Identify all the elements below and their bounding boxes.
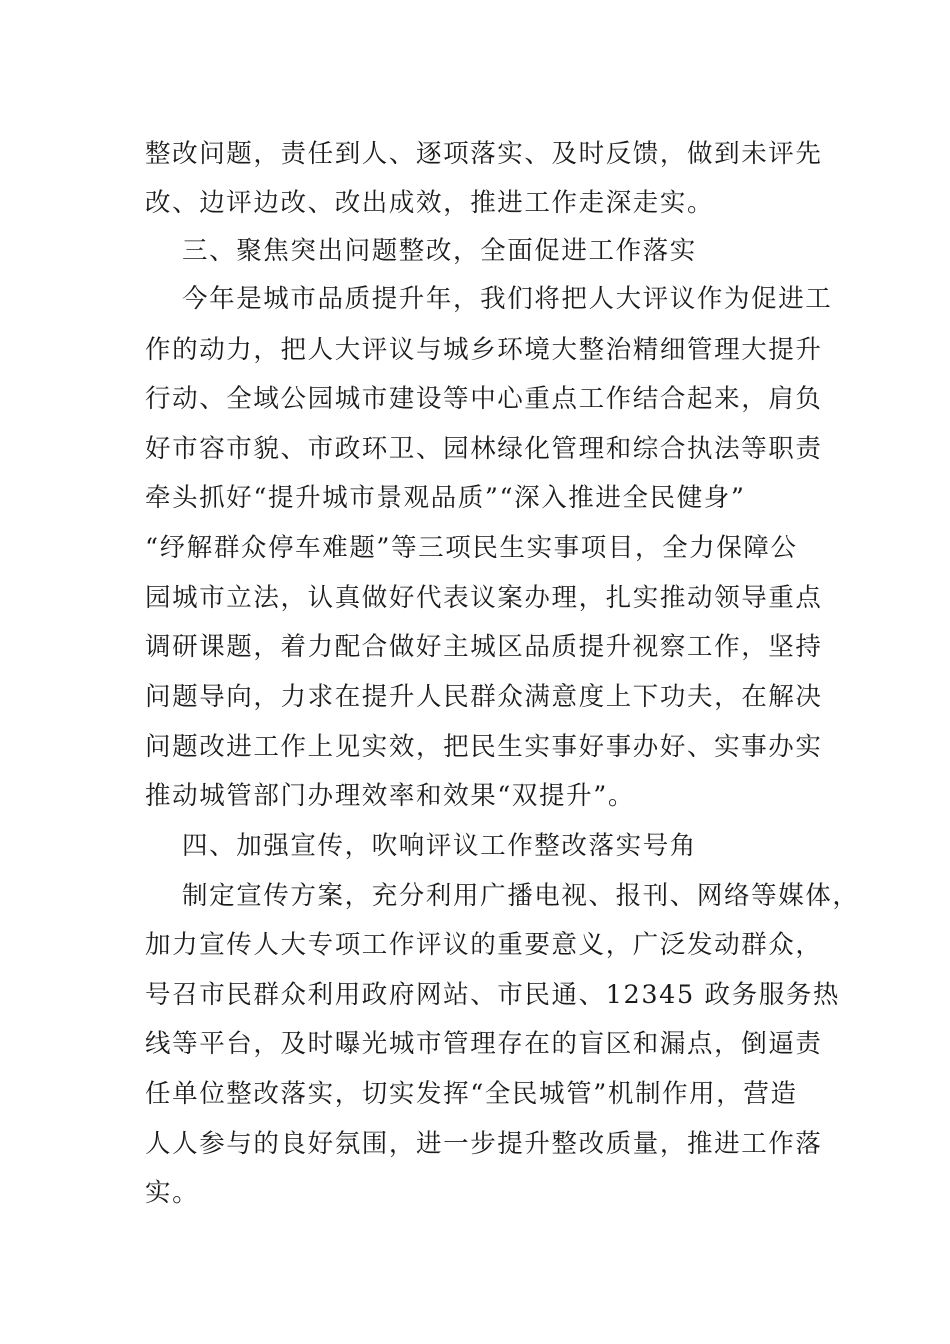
paragraph-line: 问题导向，力求在提升人民群众满意度上下功夫，在解决: [145, 682, 823, 712]
paragraph-line: 调研课题，着力配合做好主城区品质提升视察工作，坚持: [145, 632, 823, 662]
paragraph-line: 问题改进工作上见实效，把民生实事好事办好、实事办实: [145, 732, 823, 762]
paragraph-line: 作的动力，把人大评议与城乡环境大整治精细管理大提升: [145, 335, 823, 365]
paragraph-line: 加力宣传人大专项工作评议的重要意义，广泛发动群众，: [145, 930, 823, 960]
section-heading-three: 三、聚焦突出问题整改，全面促进工作落实: [182, 236, 697, 266]
paragraph-line: 改、边评边改、改出成效，推进工作走深走实。: [145, 188, 715, 218]
paragraph-line: 号召市民群众利用政府网站、市民通、12345 政务服务热: [145, 980, 841, 1010]
paragraph-line: 行动、全域公园城市建设等中心重点工作结合起来，肩负: [145, 384, 823, 414]
paragraph-line: 线等平台，及时曝光城市管理存在的盲区和漏点，倒逼责: [145, 1029, 823, 1059]
paragraph-line: 牵头抓好“提升城市景观品质”“深入推进全民健身”: [145, 483, 746, 513]
section-heading-four: 四、加强宣传，吹响评议工作整改落实号角: [182, 831, 697, 861]
paragraph-line: 园城市立法，认真做好代表议案办理，扎实推动领导重点: [145, 583, 823, 613]
paragraph-line: 实。: [145, 1178, 200, 1208]
paragraph-line: 任单位整改落实，切实发挥“全民城管”机制作用，营造: [145, 1079, 798, 1109]
paragraph-line: 人人参与的良好氛围，进一步提升整改质量，推进工作落: [145, 1129, 823, 1159]
paragraph-line: 整改问题，责任到人、逐项落实、及时反馈，做到未评先: [145, 139, 823, 169]
paragraph-line: 制定宣传方案，充分利用广播电视、报刊、网络等媒体，: [182, 881, 860, 911]
paragraph-line: 推动城管部门办理效率和效果“双提升”。: [145, 781, 635, 811]
paragraph-line: 好市容市貌、市政环卫、园林绿化管理和综合执法等职责: [145, 434, 823, 464]
paragraph-line: 今年是城市品质提升年，我们将把人大评议作为促进工: [182, 284, 833, 314]
paragraph-line: “纾解群众停车难题”等三项民生实事项目，全力保障公: [145, 533, 798, 563]
